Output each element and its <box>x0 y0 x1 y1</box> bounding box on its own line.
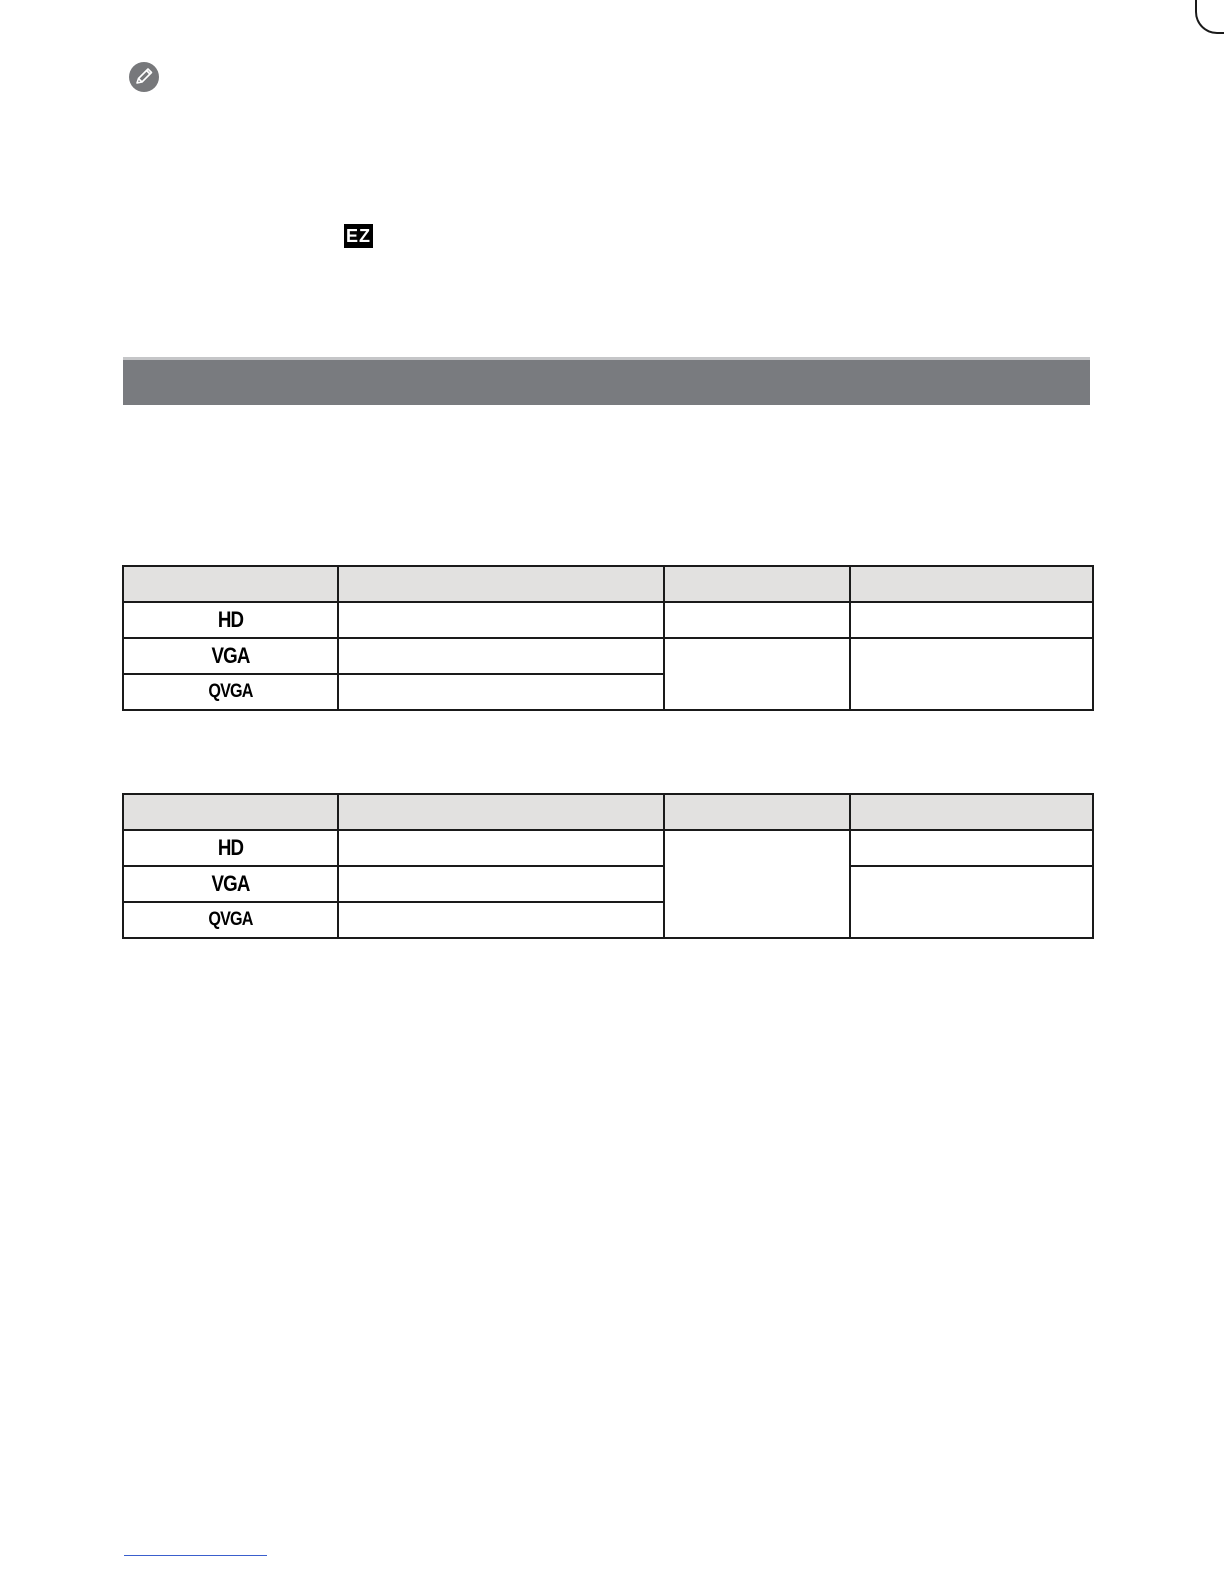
table-row <box>123 638 1093 674</box>
table-header-cell <box>850 566 1093 602</box>
recording-table-2 <box>122 793 1094 939</box>
mode-hd: HD <box>139 830 322 866</box>
table-header-cell <box>338 794 664 830</box>
table-row <box>123 602 1093 638</box>
page-corner-tab <box>1195 0 1224 34</box>
footer-link-underline[interactable] <box>124 1555 267 1556</box>
section-header-bar <box>123 357 1090 405</box>
table-header-cell <box>338 566 664 602</box>
ez-icon: EZ <box>345 226 371 246</box>
mode-vga: VGA <box>139 866 322 902</box>
table-header-cell <box>664 794 850 830</box>
mode-qvga: QVGA <box>139 674 322 710</box>
table-header-row <box>123 794 1093 830</box>
pencil-note-icon <box>128 61 160 93</box>
table-header-cell <box>850 794 1093 830</box>
recording-table-1 <box>122 565 1094 711</box>
table-row <box>123 866 1093 902</box>
table-header-row <box>123 566 1093 602</box>
table-header-cell <box>123 566 338 602</box>
table-row <box>123 830 1093 866</box>
mode-hd: HD <box>139 602 322 638</box>
table-header-cell <box>664 566 850 602</box>
mode-qvga: QVGA <box>139 902 322 938</box>
mode-vga: VGA <box>139 638 322 674</box>
table-header-cell <box>123 794 338 830</box>
